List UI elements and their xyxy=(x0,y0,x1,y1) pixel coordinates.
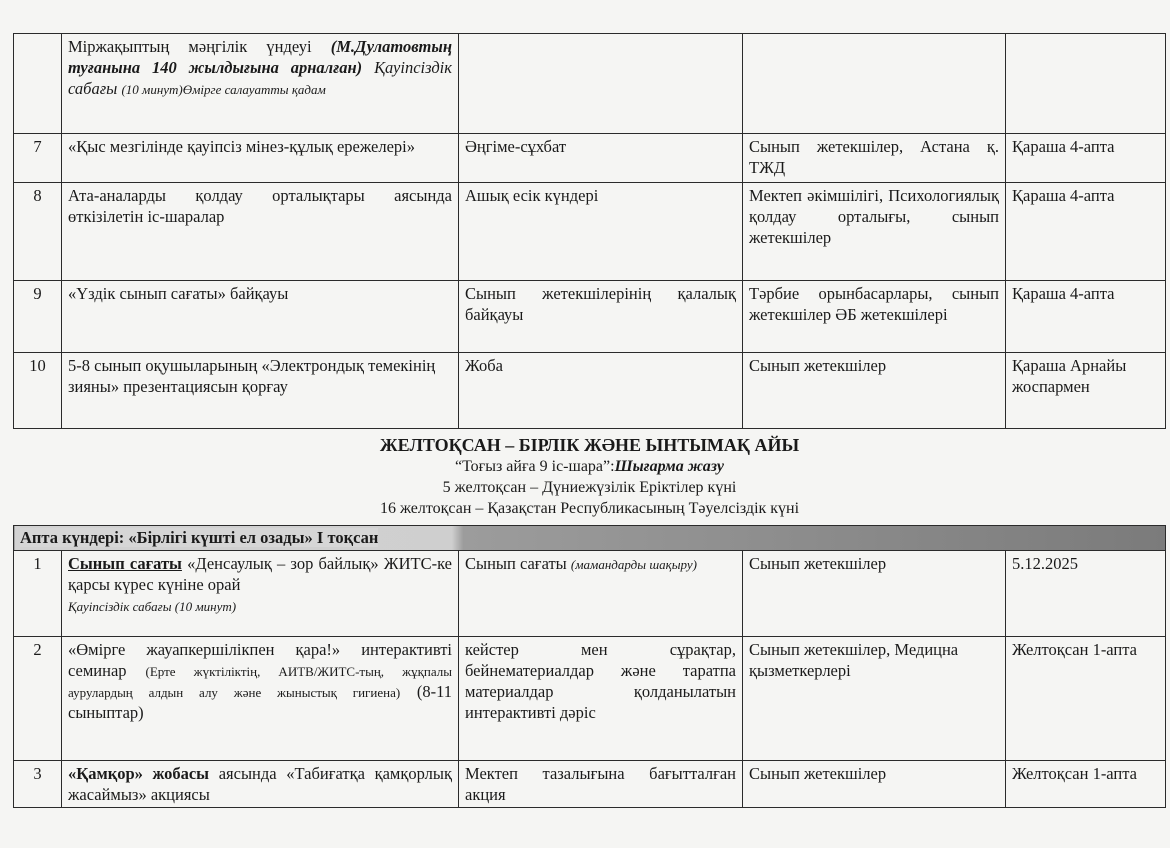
event-cell: «Қыс мезгілінде қауіпсіз мінез-құлық ережелері» xyxy=(62,134,459,183)
week-header-row xyxy=(14,526,1166,551)
plan-table-wrapper xyxy=(13,33,1165,808)
event-title: аясында «Табиғатқа қамқорлық жасаймыз» акциясы xyxy=(68,764,452,804)
week-header xyxy=(14,526,1166,551)
event-grades: (8-11 сыныптар) xyxy=(68,682,452,722)
section-subtitle-italic: Шығарма жазу xyxy=(614,458,725,475)
project-name: «Қамқор» жобасы xyxy=(68,764,210,783)
date-cell: Қараша Арнайы жоспармен xyxy=(1006,353,1166,429)
event-cell: Ата-аналарды қолдау орталықтары аясында өткізілетін іс-шаралар xyxy=(62,183,459,281)
event-cell: 5-8 сынып оқушыларының «Электрондық темекінің зияны» презентациясын қорғау xyxy=(62,353,459,429)
section-date-line: 5 желтоқсан – Дүниежүзілік Еріктілер күні xyxy=(442,479,737,496)
responsible-cell: Сынып жетекшілер, Медицна қызметкерлері xyxy=(743,637,1006,761)
event-cell xyxy=(62,637,459,761)
row-number: 9 xyxy=(14,281,62,353)
responsible-cell: Сынып жетекшілер xyxy=(743,761,1006,808)
section-date-line: 16 желтоқсан – Қазақстан Республикасының Тәуелсіздік күні xyxy=(379,500,800,517)
responsible-cell: Сынып жетекшілер xyxy=(743,353,1006,429)
responsible-cell: Сынып жетекшілер, Астана қ. ТЖД xyxy=(743,134,1006,183)
plan-table xyxy=(13,33,1166,808)
date-cell: Қараша 4-апта xyxy=(1006,183,1166,281)
row-number: 8 xyxy=(14,183,62,281)
row-number: 7 xyxy=(14,134,62,183)
responsible-cell: Тәрбие орынбасарлары, сынып жетекшілер ӘБ жетекшілері xyxy=(743,281,1006,353)
event-title: Міржақыптың мәңгілік үндеуі xyxy=(68,37,312,56)
date-cell: 5.12.2025 xyxy=(1006,551,1166,637)
week-header-label: Апта күндері: «Бірлігі күшті ел озады» І тоқсан xyxy=(20,528,379,547)
row-number: 1 xyxy=(14,551,62,637)
form-cell: кейстер мен сұрақтар, бейнематериалдар және таратпа материалдар қолданылатын интерактивті дәріс xyxy=(459,637,743,761)
form-note: (мамандарды шақыру) xyxy=(570,557,697,572)
form-cell xyxy=(459,551,743,637)
row-number: 2 xyxy=(14,637,62,761)
date-cell xyxy=(1006,34,1166,134)
table-row xyxy=(14,551,1166,637)
event-topics: (Ерте жүктіліктің, АИТВ/ЖИТС-тың, жұқпалы аурулардың алдын алу және жыныстық гигиена) xyxy=(68,664,452,700)
responsible-cell xyxy=(743,34,1006,134)
form-main: Сынып сағаты xyxy=(465,554,567,573)
section-title: ЖЕЛТОҚСАН – БІРЛІК ЖӘНЕ ЫНТЫМАҚ АЙЫ xyxy=(379,435,800,455)
row-number: 3 xyxy=(14,761,62,808)
event-dedication: (М.Дулатовтың туғанына 140 жылдығына арналған) xyxy=(68,37,453,77)
table-row xyxy=(14,761,1166,808)
form-cell: Жоба xyxy=(459,353,743,429)
row-number: 10 xyxy=(14,353,62,429)
table-row xyxy=(14,34,1166,134)
table-row xyxy=(14,353,1166,429)
safety-lesson-note: Қауіпсіздік сабағы (10 минут) xyxy=(68,599,237,614)
date-cell: Қараша 4-апта xyxy=(1006,281,1166,353)
event-type: Сынып сағаты xyxy=(68,554,182,573)
safety-lesson-note: (10 минут)Өмірге салауатты қадам xyxy=(121,82,326,97)
date-cell: Желтоқсан 1-апта xyxy=(1006,761,1166,808)
form-cell: Ашық есік күндері xyxy=(459,183,743,281)
responsible-cell: Сынып жетекшілер xyxy=(743,551,1006,637)
responsible-cell: Мектеп әкімшілігі, Психологиялық қолдау орталығы, сынып жетекшілер xyxy=(743,183,1006,281)
table-row xyxy=(14,183,1166,281)
form-cell: Мектеп тазалығына бағытталған акция xyxy=(459,761,743,808)
section-header-row xyxy=(14,429,1166,526)
event-cell xyxy=(62,34,459,134)
safety-lesson-label: Қауіпсіздік сабағы xyxy=(68,58,452,98)
event-cell xyxy=(62,761,459,808)
section-subtitle-plain: “Тоғыз айға 9 іс-шара”: xyxy=(454,458,615,475)
section-header xyxy=(14,429,1166,526)
form-cell xyxy=(459,34,743,134)
table-row xyxy=(14,637,1166,761)
row-number xyxy=(14,34,62,134)
event-cell: «Үздік сынып сағаты» байқауы xyxy=(62,281,459,353)
table-row xyxy=(14,281,1166,353)
form-cell: Әңгіме-сұхбат xyxy=(459,134,743,183)
table-row xyxy=(14,134,1166,183)
date-cell: Желтоқсан 1-апта xyxy=(1006,637,1166,761)
form-cell: Сынып жетекшілерінің қалалық байқауы xyxy=(459,281,743,353)
section-subtitle xyxy=(18,456,1162,477)
event-title: «Денсаулық – зор байлық» ЖИТС-ке қарсы күрес күніне орай xyxy=(68,554,453,594)
event-title: «Өмірге жауапкершілікпен қара!» интерактивті семинар xyxy=(68,640,452,680)
date-cell: Қараша 4-апта xyxy=(1006,134,1166,183)
event-cell xyxy=(62,551,459,637)
